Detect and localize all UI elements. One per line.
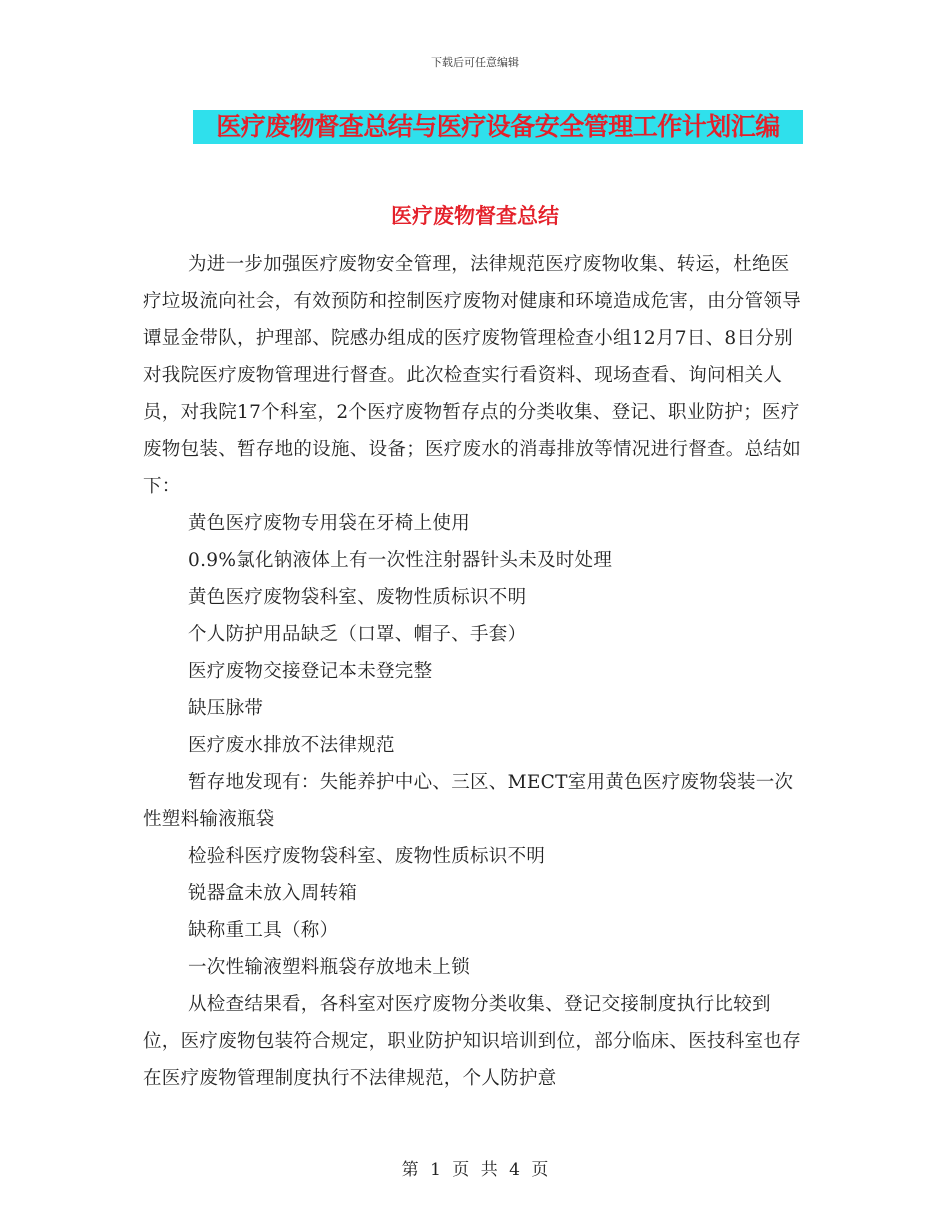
finding-item: 医疗废水排放不法律规范 bbox=[188, 735, 395, 756]
finding-item: 锐器盒未放入周转箱 bbox=[188, 883, 358, 904]
intro-paragraph: 为进一步加强医疗废物安全管理，法律规范医疗废物收集、转运，杜绝医疗垃圾流向社会，有效预防和控制医疗废物对健康和环境造成危害，由分管领导谭显金带队，护理部、院感办组成的医疗废物管理检查小组12月7日、8日分别对我院医疗废物管理进行督查。此次检查实行看资料、现场查看、询问相关人员，对我院17个科室，2个医疗废物暂存点的分类收集、登记、职业防护；医疗废物包装、暂存地的设施、设备；医疗废水的消毒排放等情况进行督查。总结如下： bbox=[143, 254, 802, 497]
finding-item: 黄色医疗废物专用袋在牙椅上使用 bbox=[188, 513, 471, 534]
finding-item: 缺称重工具（称） bbox=[188, 920, 339, 941]
finding-item: 个人防护用品缺乏（口罩、帽子、手套） bbox=[188, 624, 527, 645]
document-title: 医疗废物督查总结与医疗设备安全管理工作计划汇编 bbox=[193, 110, 803, 144]
conclusion-paragraph: 从检查结果看，各科室对医疗废物分类收集、登记交接制度执行比较到位，医疗废物包装符合规定，职业防护知识培训到位，部分临床、医技科室也存在医疗废物管理制度执行不法律规范，个人防护意 bbox=[143, 994, 802, 1089]
finding-item: 检验科医疗废物袋科室、废物性质标识不明 bbox=[188, 846, 546, 867]
finding-item: 一次性输液塑料瓶袋存放地未上锁 bbox=[188, 957, 471, 978]
finding-item: 医疗废物交接登记本未登完整 bbox=[188, 661, 433, 682]
finding-item: 暂存地发现有：失能养护中心、三区、MECT室用黄色医疗废物袋装一次性塑料输液瓶袋 bbox=[143, 772, 794, 830]
page-header-note: 下载后可任意编辑 bbox=[431, 56, 519, 69]
finding-item: 缺压脉带 bbox=[188, 698, 264, 719]
finding-item: 0.9%氯化钠液体上有一次性注射器针头未及时处理 bbox=[188, 550, 613, 571]
page-footer: 第 1 页 共 4 页 bbox=[401, 1160, 549, 1180]
section-title: 医疗废物督查总结 bbox=[391, 203, 559, 228]
document-body bbox=[143, 246, 806, 1097]
finding-item: 黄色医疗废物袋科室、废物性质标识不明 bbox=[188, 587, 527, 608]
